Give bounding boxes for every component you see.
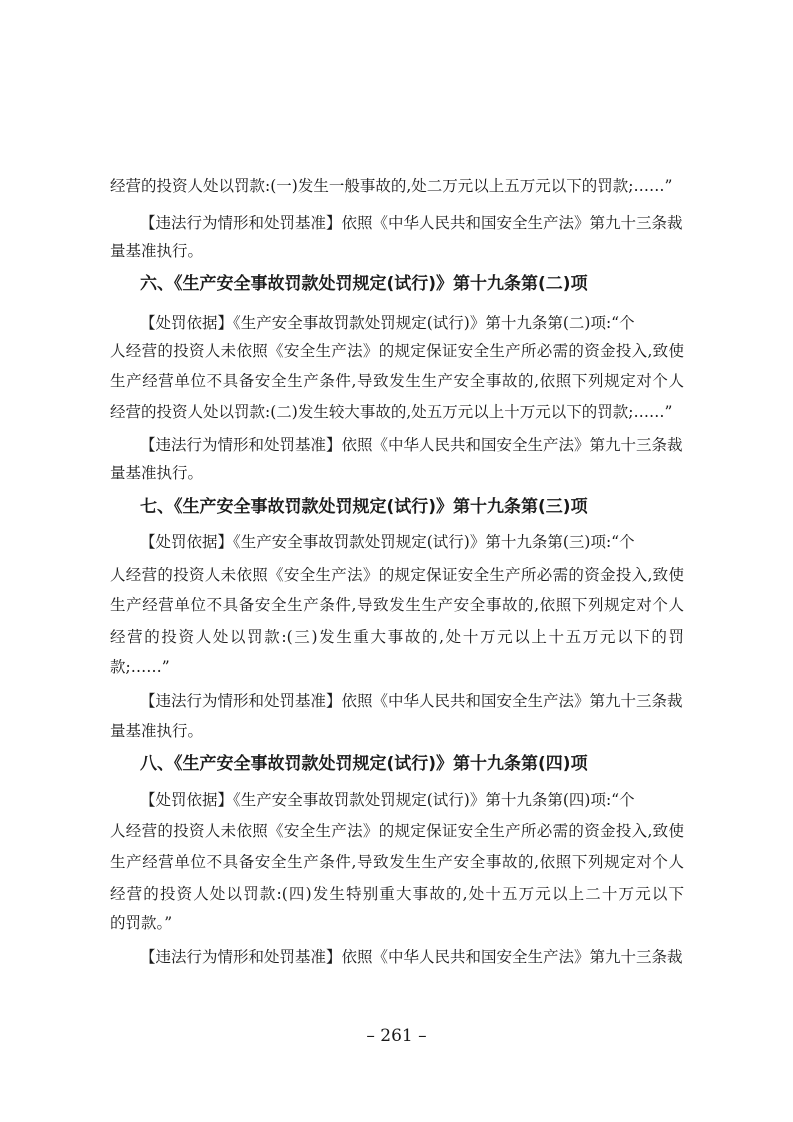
body-line: 人经营的投资人未依照《安全生产法》的规定保证安全生产所必需的资金投入,致使 [110, 822, 684, 840]
body-line: 生产经营单位不具备安全生产条件,导致发生生产安全事故的,依照下列规定对个人 [110, 853, 684, 871]
body-line: 量基准执行。 [110, 722, 204, 740]
body-line: 量基准执行。 [110, 242, 204, 260]
body-line: 的罚款。” [110, 914, 173, 932]
body-line: 经营的投资人处以罚款:(四)发生特别重大事故的,处十五万元以上二十万元以下 [110, 885, 684, 903]
body-line: 款;……” [110, 658, 170, 676]
body-line: 生产经营单位不具备安全生产条件,导致发生生产安全事故的,依照下列规定对个人 [110, 596, 684, 614]
body-line: 【违法行为情形和处罚基准】依照《中华人民共和国安全生产法》第九十三条裁 [140, 948, 683, 966]
body-line: 经营的投资人处以罚款:(一)发生一般事故的,处二万元以上五万元以下的罚款;……” [110, 177, 673, 195]
section-heading: 七、《生产安全事故罚款处罚规定(试行)》第十九条第(三)项 [140, 497, 588, 517]
body-line: 量基准执行。 [110, 464, 204, 482]
body-line: 【违法行为情形和处罚基准】依照《中华人民共和国安全生产法》第九十三条裁 [140, 436, 683, 454]
body-line: 经营的投资人处以罚款:(三)发生重大事故的,处十万元以上十五万元以下的罚 [110, 628, 684, 646]
body-line: 【处罚依据】《生产安全事故罚款处罚规定(试行)》第十九条第(三)项:“个 [140, 533, 635, 551]
page-number: – 261 – [366, 1026, 427, 1046]
body-line: 【处罚依据】《生产安全事故罚款处罚规定(试行)》第十九条第(四)项:“个 [140, 791, 635, 809]
body-line: 人经营的投资人未依照《安全生产法》的规定保证安全生产所必需的资金投入,致使 [110, 566, 684, 584]
body-line: 生产经营单位不具备安全生产条件,导致发生生产安全事故的,依照下列规定对个人 [110, 372, 684, 390]
body-line: 【处罚依据】《生产安全事故罚款处罚规定(试行)》第十九条第(二)项:“个 [140, 314, 635, 332]
section-heading: 八、《生产安全事故罚款处罚规定(试行)》第十九条第(四)项 [140, 754, 588, 774]
section-heading: 六、《生产安全事故罚款处罚规定(试行)》第十九条第(二)项 [140, 274, 588, 294]
body-line: 经营的投资人处以罚款:(二)发生较大事故的,处五万元以上十万元以下的罚款;……” [110, 403, 673, 421]
body-line: 【违法行为情形和处罚基准】依照《中华人民共和国安全生产法》第九十三条裁 [140, 692, 683, 710]
body-line: 【违法行为情形和处罚基准】依照《中华人民共和国安全生产法》第九十三条裁 [140, 214, 683, 232]
body-line: 人经营的投资人未依照《安全生产法》的规定保证安全生产所必需的资金投入,致使 [110, 342, 684, 360]
